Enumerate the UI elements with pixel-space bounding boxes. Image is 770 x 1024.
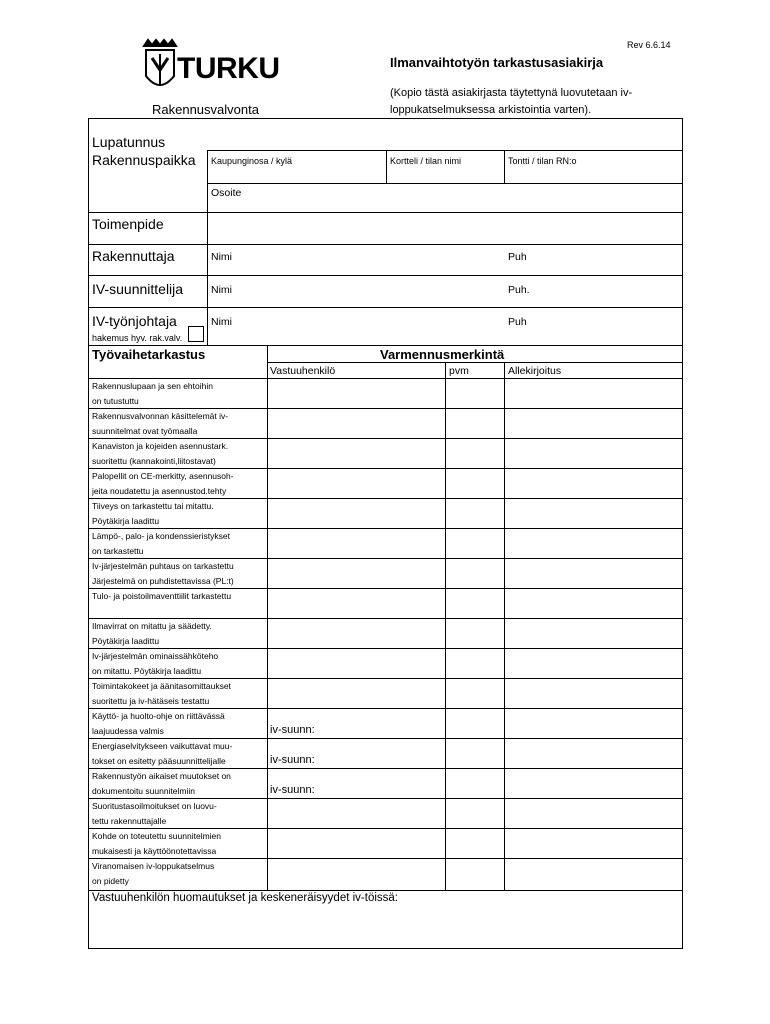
foreman-application-checkbox[interactable] — [188, 326, 204, 342]
row-divider — [88, 678, 683, 679]
site-label: Rakennuspaikka — [92, 152, 196, 168]
row-text-line-2: Pöytäkirja laadittu — [92, 636, 160, 646]
row-divider — [88, 768, 683, 769]
row-divider — [88, 618, 683, 619]
row-text-line-1: Kanaviston ja kojeiden asennustark. — [92, 441, 229, 451]
address-field[interactable]: Osoite — [211, 187, 242, 199]
divider — [504, 150, 505, 183]
row-text-line-1: Toimintakokeet ja äänitasomittaukset — [92, 681, 231, 691]
designer-label: IV-suunnittelija — [92, 281, 184, 297]
divider — [88, 307, 683, 308]
note-line-1: (Kopio tästä asiakirjasta täytettynä luovutetaan iv- — [390, 87, 633, 99]
block-field[interactable]: Kortteli / tilan nimi — [390, 156, 462, 166]
department-label: Rakennusvalvonta — [152, 102, 259, 117]
row-text-line-2: suoritettu ja iv-hätäseis testattu — [92, 696, 210, 706]
logo-text: TURKU — [177, 52, 280, 85]
row-text-line-1: Tulo- ja poistoilmaventtiilit tarkastettu — [92, 591, 232, 601]
table-row — [92, 769, 264, 799]
row-text-line-1: Viranomaisen iv-loppukatselmus — [92, 861, 215, 871]
plot-field[interactable]: Tontti / tilan RN:o — [508, 156, 577, 166]
row-divider — [88, 648, 683, 649]
row-text-line-1: Iv-järjestelmän puhtaus on tarkastettu — [92, 561, 234, 571]
note-line-2: loppukatselmuksessa arkistointia varten). — [390, 104, 592, 116]
divider — [88, 890, 683, 891]
row-text-line-2: tettu rakennuttajalle — [92, 816, 167, 826]
table-row — [92, 859, 264, 889]
table-row — [92, 739, 264, 769]
row-text-line-2: on tarkastettu — [92, 546, 144, 556]
divider — [88, 275, 683, 276]
divider — [267, 362, 683, 363]
table-row — [92, 649, 264, 679]
table-row — [92, 799, 264, 829]
row-text-line-1: Energiaselvitykseen vaikuttavat muu- — [92, 741, 233, 751]
builder-label: Rakennuttaja — [92, 248, 175, 264]
column-date-header: pvm — [449, 365, 469, 377]
table-row — [92, 469, 264, 499]
row-text-line-2: laajuudessa valmis — [92, 726, 164, 736]
revision-label: Rev 6.6.14 — [627, 40, 671, 50]
row-divider — [88, 468, 683, 469]
row-divider — [88, 828, 683, 829]
builder-name-field[interactable]: Nimi — [211, 251, 232, 263]
row-text-line-1: Palopellit on CE-merkitty, asennusoh- — [92, 471, 234, 481]
row-text-line-2: on mitattu. Pöytäkirja laadittu — [92, 666, 202, 676]
permit-label: Lupatunnus — [92, 134, 166, 150]
row-text-line-2: Pöytäkirja laadittu — [92, 516, 160, 526]
row-text-line-1: Iv-järjestelmän ominaissähköteho — [92, 651, 219, 661]
row-divider — [88, 588, 683, 589]
row-text-line-1: Rakennusvalvonnan käsittelemät iv- — [92, 411, 229, 421]
divider — [504, 362, 505, 890]
district-field[interactable]: Kaupunginosa / kylä — [211, 156, 293, 166]
row-divider — [88, 408, 683, 409]
row-text-line-1: Suoritustasoilmoitukset on luovu- — [92, 801, 217, 811]
row-text-line-2: suoritettu (kannakointi,liitostavat) — [92, 456, 216, 466]
row-text-line-2: on tutustuttu — [92, 396, 139, 406]
row-divider — [88, 558, 683, 559]
table-row — [92, 499, 264, 529]
foreman-note: hakemus hyv. rak.valv. — [92, 333, 183, 343]
row-text-line-2: dokumentoitu suunnitelmiin — [92, 786, 196, 796]
row-divider — [88, 438, 683, 439]
row-divider — [88, 528, 683, 529]
table-row — [92, 529, 264, 559]
column-person-header: Vastuuhenkilö — [270, 365, 336, 377]
measure-field[interactable]: Toimenpide — [92, 216, 164, 232]
table-row — [92, 829, 264, 859]
row-text-line-2: Järjestelmä on puhdistettavissa (PL:t) — [92, 576, 234, 586]
foreman-name-field[interactable]: Nimi — [211, 316, 232, 328]
row-text-line-1: Tiiveys on tarkastettu tai mitattu. — [92, 501, 214, 511]
document-title: Ilmanvaihtotyön tarkastusasiakirja — [390, 55, 604, 70]
row-text-line-1: Rakennuslupaan ja sen ehtoihin — [92, 381, 213, 391]
divider — [88, 244, 683, 245]
row-divider — [88, 498, 683, 499]
row-text-line-2: jeita noudatettu ja asennustod.tehty — [92, 486, 227, 496]
iv-designer-sign-label[interactable]: iv-suunn: — [270, 784, 315, 796]
designer-phone-field[interactable]: Puh. — [508, 284, 530, 296]
designer-name-field[interactable]: Nimi — [211, 284, 232, 296]
foreman-phone-field[interactable]: Puh — [508, 316, 527, 328]
iv-designer-sign-label[interactable]: iv-suunn: — [270, 724, 315, 736]
divider — [207, 150, 683, 151]
table-row — [92, 409, 264, 439]
row-divider — [88, 798, 683, 799]
row-divider — [88, 858, 683, 859]
row-text-line-1: Kohde on toteutettu suunnitelmien — [92, 831, 222, 841]
row-divider — [88, 708, 683, 709]
table-row — [92, 589, 264, 604]
document-note — [390, 85, 660, 119]
divider — [88, 345, 683, 346]
row-text-line-2: suunnitelmat ovat työmaalla — [92, 426, 198, 436]
section-verification-title: Varmennusmerkintä — [380, 347, 505, 362]
divider — [207, 150, 208, 345]
row-text-line-2: tokset on esitetty pääsuunnittelijalle — [92, 756, 226, 766]
table-row — [92, 619, 264, 649]
divider — [386, 150, 387, 183]
row-text-line-1: Käyttö- ja huolto-ohje on riittävässä — [92, 711, 225, 721]
foreman-label: IV-työnjohtaja — [92, 313, 177, 329]
divider — [88, 212, 683, 213]
divider — [207, 183, 683, 184]
row-divider — [88, 738, 683, 739]
table-row — [92, 679, 264, 709]
iv-designer-sign-label[interactable]: iv-suunn: — [270, 754, 315, 766]
column-sign-header: Allekirjoitus — [508, 365, 562, 377]
row-text-line-1: Ilmavirrat on mitattu ja säädetty. — [92, 621, 212, 631]
table-row — [92, 379, 264, 409]
builder-phone-field[interactable]: Puh — [508, 251, 527, 263]
table-row — [92, 709, 264, 739]
section-inspection-title: Työvaihetarkastus — [92, 347, 206, 362]
table-row — [92, 439, 264, 469]
remarks-label: Vastuuhenkilön huomautukset ja keskeneräisyydet iv-töissä: — [92, 892, 398, 904]
divider — [445, 362, 446, 890]
row-text-line-2: mukaisesti ja käyttöönotettavissa — [92, 846, 217, 856]
row-text-line-1: Lämpö-, palo- ja kondenssieristykset — [92, 531, 230, 541]
row-text-line-2: on pidetty — [92, 876, 129, 886]
row-text-line-1: Rakennustyön aikaiset muutokset on — [92, 771, 231, 781]
table-row — [92, 559, 264, 589]
